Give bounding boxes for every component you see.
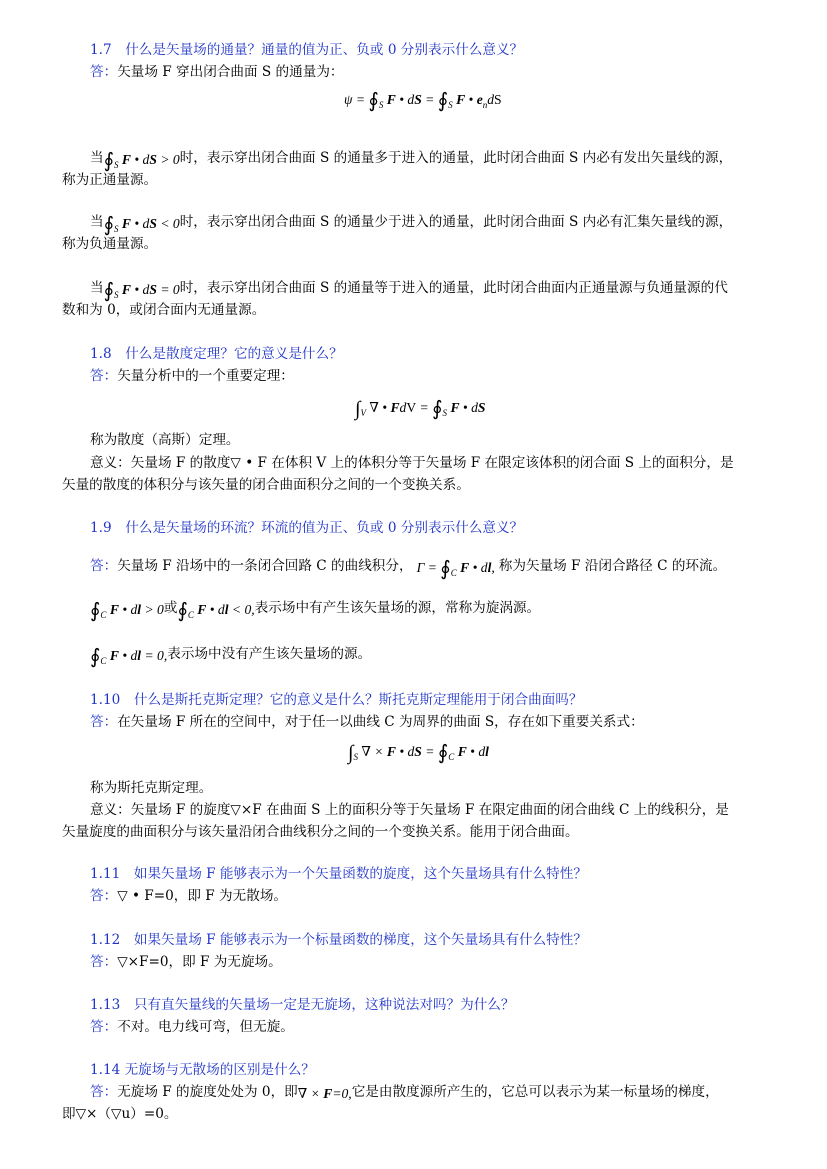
answer-1-9: 答：矢量场 F 沿场中的一条闭合回路 C 的曲线积分， $\Gamma = ∮_C$ F • dl, 称为矢量场 F 沿闭合路径 C 的环流。	[90, 556, 726, 583]
equation-flux: $\psi = ∮_S$ F • dS = $∮_S$ F • $e_ndS$	[344, 90, 502, 112]
math-flux-positive: $∮_S$ F • dS > 0	[103, 150, 180, 172]
math-flux-negative: $∮_S$ F • dS < 0	[103, 214, 180, 236]
para-1-7-negative: 当$∮_S$ F • dS < 0时，表示穿出闭合曲面 S 的通量少于进入的通量，此时闭合曲面 S 内必有汇集矢量线的源，	[90, 212, 732, 239]
para-1-10-name: 称为斯托克斯定理。	[90, 780, 213, 796]
answer-1-10-intro: 答：在矢量场 F 所在的空间中，对于任一以曲线 C 为周界的曲面 S，存在如下重要关系式：	[90, 714, 644, 730]
math-circulation-nonzero: $∮_C$ F • dl > 0	[90, 600, 164, 622]
equation-stokes-theorem: $\int_S$ ∇ × F • dS = $∮_C$ F • dl	[348, 742, 489, 764]
math-circulation: $\Gamma = ∮_C$ F • dl,	[416, 558, 495, 580]
answer-1-7-intro	[90, 62, 344, 82]
question-1-11: 1.11 如果矢量场 F 能够表示为一个矢量函数的旋度，这个矢量场具有什么特性？	[90, 866, 587, 882]
question-1-9: 1.9 什么是矢量场的环流？环流的值为正、负或 0 分别表示什么意义？	[90, 520, 524, 536]
answer-1-14-cont: 即▽×（▽u）=0。	[62, 1106, 178, 1122]
para-1-7-zero-cont: 数和为 0，或闭合面内无通量源。	[62, 302, 266, 318]
answer-1-8-intro: 答：矢量分析中的一个重要定理：	[90, 368, 294, 384]
para-1-7-negative-cont: 称为负通量源。	[62, 236, 158, 252]
question-1-10: 1.10 什么是斯托克斯定理？它的意义是什么？斯托克斯定理能用于闭合曲面吗？	[90, 692, 583, 708]
question-1-12: 1.12 如果矢量场 F 能够表示为一个标量函数的梯度，这个矢量场具有什么特性？	[90, 932, 587, 948]
para-1-9-zero: $∮_C$ F • dl = 0,表示场中没有产生该矢量场的源。	[90, 644, 371, 671]
answer-label: 答：	[90, 64, 118, 80]
answer-text: 矢量场 F 穿出闭合曲面 S 的通量为：	[117, 64, 344, 80]
para-1-8-meaning: 意义：矢量场 F 的散度▽ • F 在体积 V 上的体积分等于矢量场 F 在限定该体积的闭合面 S 上的面积分，是	[90, 455, 734, 471]
question-1-8: 1.8 什么是散度定理？它的意义是什么？	[90, 346, 343, 362]
para-1-7-zero: 当$∮_S$ F • dS = 0时，表示穿出闭合曲面 S 的通量等于进入的通量，此时闭合曲面内正通量源与负通量源的代	[90, 278, 728, 305]
math-curl-zero: ∇ × F=0,	[297, 1086, 352, 1101]
para-1-10-meaning-cont: 矢量旋度的曲面积分与该矢量沿闭合曲线积分之间的一个变换关系。能用于闭合曲面。	[62, 824, 579, 840]
para-1-7-positive-cont: 称为正通量源。	[62, 172, 158, 188]
para-1-9-nonzero: $∮_C$ F • dl > 0或$∮_C$ F • dl < 0,表示场中有产生该矢量场的源，常称为旋涡源。	[90, 598, 540, 625]
answer-1-12: 答：▽×F=0，即 F 为无旋场。	[90, 954, 282, 970]
answer-1-11: 答：▽ • F=0，即 F 为无散场。	[90, 888, 288, 904]
answer-1-13: 答：不对。电力线可弯，但无旋。	[90, 1019, 294, 1035]
equation-divergence-theorem: $\int_V$ ∇ • FdV = $∮_S$ F • dS	[355, 398, 486, 420]
question-1-7: 1.7 什么是矢量场的通量？通量的值为正、负或 0 分别表示什么意义？	[90, 42, 524, 58]
question-1-13: 1.13 只有直矢量线的矢量场一定是无旋场，这种说法对吗？为什么？	[90, 997, 515, 1013]
para-1-7-positive: 当$∮_S$ F • dS > 0时，表示穿出闭合曲面 S 的通量多于进入的通量，此时闭合曲面 S 内必有发出矢量线的源，	[90, 148, 732, 175]
para-1-8-meaning-cont: 矢量的散度的体积分与该矢量的闭合曲面积分之间的一个变换关系。	[62, 477, 470, 493]
answer-1-14: 答：无旋场 F 的旋度处处为 0，即∇ × F=0,它是由散度源所产生的，它总可以表示为某一标量场的梯度，	[90, 1082, 719, 1104]
para-1-10-meaning: 意义：矢量场 F 的旋度▽×F 在曲面 S 上的面积分等于矢量场 F 在限定曲面的闭合曲线 C 上的线积分，是	[90, 802, 729, 818]
math-flux-zero: $∮_S$ F • dS = 0	[103, 280, 180, 302]
math-circulation-zero: $∮_C$ F • dl = 0,	[90, 646, 168, 668]
para-1-8-name: 称为散度（高斯）定理。	[90, 432, 240, 448]
question-1-14: 1.14 无旋场与无散场的区别是什么？	[90, 1062, 315, 1078]
